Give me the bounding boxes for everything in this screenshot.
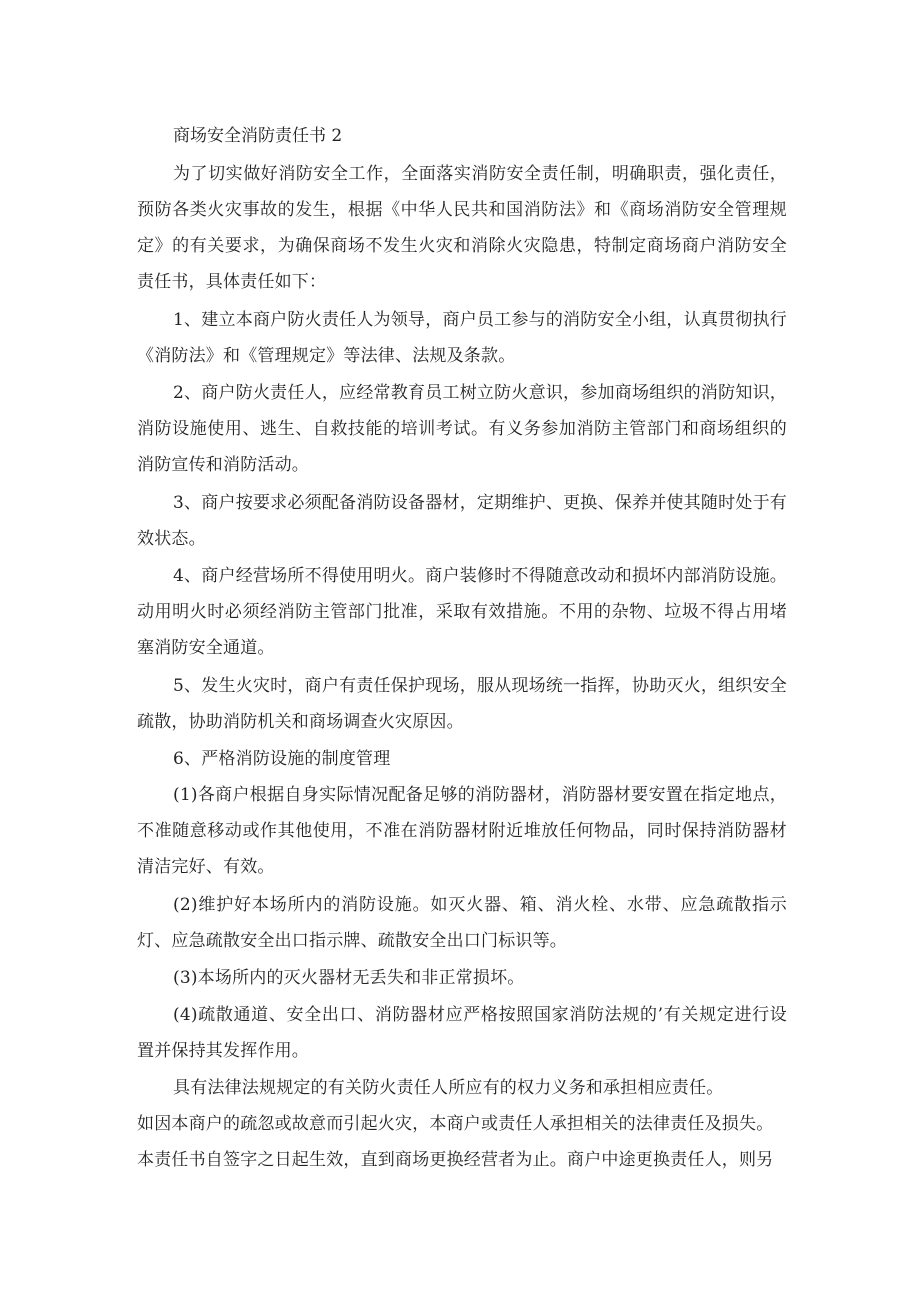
responsibility-item-6: 6、严格消防设施的制度管理 — [173, 749, 391, 769]
facility-rule-4: (4)疏散通道、安全出口、消防器材应严格按照国家消防法规的’有关规定进行设置并保持其发挥作用。 — [137, 1005, 787, 1061]
document-title: 商场安全消防责任书 2 — [173, 126, 343, 146]
responsibility-item-2: 2、商户防火责任人，应经常教育员工树立防火意识，参加商场组织的消防知识，消防设施使用、逃生、自救技能的培训考试。有义务参加消防主管部门和商场组织的消防宣传和消防活动。 — [137, 383, 787, 475]
closing-paragraph-3: 本责任书自签字之日起生效，直到商场更换经营者为止。商户中途更换责任人，则另 — [137, 1150, 774, 1170]
responsibility-item-3: 3、商户按要求必须配备消防设备器材，定期维护、更换、保养并使其随时处于有效状态。 — [137, 493, 787, 549]
facility-rule-1: (1)各商户根据自身实际情况配备足够的消防器材，消防器材要安置在指定地点，不准随意移动或作其他使用，不准在消防器材附近堆放任何物品，同时保持消防器材清洁完好、有效。 — [137, 785, 787, 877]
responsibility-item-4: 4、商户经营场所不得使用明火。商户装修时不得随意改动和损坏内部消防设施。动用明火时必须经消防主管部门批准，采取有效措施。不用的杂物、垃圾不得占用堵塞消防安全通道。 — [137, 566, 787, 658]
facility-rule-2: (2)维护好本场所内的消防设施。如灭火器、箱、消火栓、水带、应急疏散指示灯、应急疏散安全出口指示牌、疏散安全出口门标识等。 — [137, 895, 787, 951]
closing-paragraph-2: 如因本商户的疏忽或故意而引起火灾，本商户或责任人承担相关的法律责任及损失。 — [137, 1114, 774, 1134]
closing-paragraph-1: 具有法律法规规定的有关防火责任人所应有的权力义务和承担相应责任。 — [173, 1078, 724, 1098]
facility-rule-3: (3)本场所内的灭火器材无丢失和非正常损坏。 — [173, 968, 525, 988]
responsibility-item-5: 5、发生火灾时，商户有责任保护现场，服从现场统一指挥，协助灭火，组织安全疏散，协助消防机关和商场调查火灾原因。 — [137, 676, 787, 732]
responsibility-item-1: 1、建立本商户防火责任人为领导，商户员工参与的消防安全小组，认真贯彻执行《消防法》和《管理规定》等法律、法规及条款。 — [137, 310, 787, 366]
intro-paragraph: 为了切实做好消防安全工作，全面落实消防安全责任制，明确职责，强化责任，预防各类火灾事故的发生，根据《中华人民共和国消防法》和《商场消防安全管理规定》的有关要求，为确保商场不发生火灾和消除火灾隐患，特制定商场商户消防安全责任书，具体责任如下： — [137, 164, 787, 292]
